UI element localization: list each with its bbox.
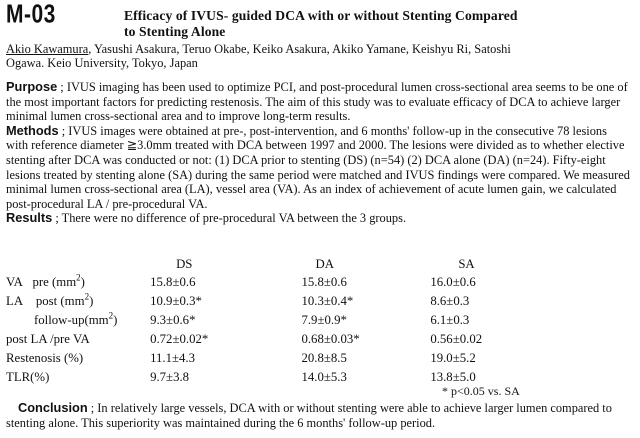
methods-text: ; IVUS images were obtained at pre-, post-intervention, and 6 months' follow-up in the consecutive 78 lesions with reference diameter ≧3.0mm treated with DCA between 1997 and 2000. The lesions were divided as to whether elective stenting after DCA was conducted or not: (1) DCA prior to stenting (DS) (n=54) (2) DCA alone (DA) (n=24). Fifty-eight lesions treated by stenting alone (SA) during the same period were matched and IVUS findings were compared. We measured minimal lumen cross-sectional area (LA), vessel area (VA). As an index of achievement of acute lumen gain, we calculated post-procedural LA / pre-procedural VA. [6,123,630,211]
cell-ds: 10.9±0.3* [150,294,202,309]
cell-sa: 0.56±0.02 [430,332,483,347]
header-ds: DS [176,257,193,272]
results-table [6,256,566,387]
row-sup: 2 [84,291,90,302]
cell-sa: 8.6±0.3 [430,294,470,309]
results-label: Results [6,210,53,226]
purpose-text: ; IVUS imaging has been used to optimize PCI, and post-procedural lumen cross-sectional area seems to be one of the most important factors for predicting restenosis. The aim of this study was to evaluate efficacy of DCA to achieve larger minimal lumen cross-sectional area and to improve long-term results. [6,80,628,124]
row-label [6,273,150,292]
cell-da: 15.8±0.6 [301,275,347,290]
cell-ds: 9.7±3.8 [150,370,190,385]
methods-section [6,124,632,212]
table-row [6,311,566,330]
row-sublabel: follow-up(mm [34,313,109,328]
cell-da: 10.3±0.4* [301,294,354,309]
row-label [6,292,150,311]
row-group: LA [6,294,24,309]
row-sup: 2 [108,310,114,321]
abstract-body [6,80,632,226]
affiliation: Ogawa. Keio University, Tokyo, Japan [6,56,198,70]
row-label: TLR(%) [6,370,50,385]
co-authors: , Yasushi Asakura, Teruo Okabe, Keiko Asakura, Akiko Yamane, Keishyu Ri, Satoshi [88,42,511,56]
cell-da: 0.68±0.03* [301,332,360,347]
cell-ds: 11.1±4.3 [150,351,196,366]
results-section [6,211,632,226]
row-close: ) [80,275,85,290]
author-list [6,42,626,70]
cell-sa: 16.0±0.6 [430,275,476,290]
purpose-section [6,80,632,124]
conclusion-text: ; In relatively large vessels, DCA with or without stenting were able to achieve larger lumen compared to stenting alone. This superiority was maintained during the 6 months' follow-up period. [6,401,612,430]
abstract-title [124,8,629,40]
title-line-1: Efficacy of IVUS- guided DCA with or without Stenting Compared [124,8,518,23]
table-row [6,292,566,311]
title-line-2: to Stenting Alone [124,24,226,39]
header-blank [6,256,150,273]
cell-ds: 9.3±0.6* [150,313,196,328]
table-row [6,330,566,349]
table-row [6,349,566,368]
cell-da: 20.8±8.5 [301,351,347,366]
header-sa: SA [458,257,475,272]
cell-da: 7.9±0.9* [301,313,347,328]
abstract-header [6,2,632,46]
conclusion-section [6,400,632,431]
row-close: ) [113,313,118,328]
abstract-id: M-03 [6,0,56,29]
cell-sa: 6.1±0.3 [430,313,470,328]
cell-ds: 0.72±0.02* [150,332,209,347]
results-text: ; There were no difference of pre-procedural VA between the 3 groups. [52,211,407,226]
table-row [6,273,566,292]
header-da: DA [315,257,334,272]
row-sup: 2 [76,272,81,283]
table-header-row [6,256,566,273]
conclusion-label: Conclusion [18,400,88,415]
row-close: ) [89,294,94,309]
row-label: post LA /pre VA [6,332,90,347]
cell-sa: 13.8±5.0 [430,370,476,385]
purpose-label: Purpose [6,79,58,94]
row-label: Restenosis (%) [6,351,84,366]
significance-footnote: * p<0.05 vs. SA [442,384,520,398]
row-group: VA [6,275,23,290]
row-sublabel: pre (mm [32,275,77,290]
cell-sa: 19.0±5.2 [430,351,476,366]
cell-da: 14.0±5.3 [301,370,347,385]
row-sublabel: post (mm [35,294,85,309]
cell-ds: 15.8±0.6 [150,275,196,290]
row-label [6,311,150,330]
methods-label: Methods [6,122,59,138]
presenting-author: Akio Kawamura [6,42,89,56]
